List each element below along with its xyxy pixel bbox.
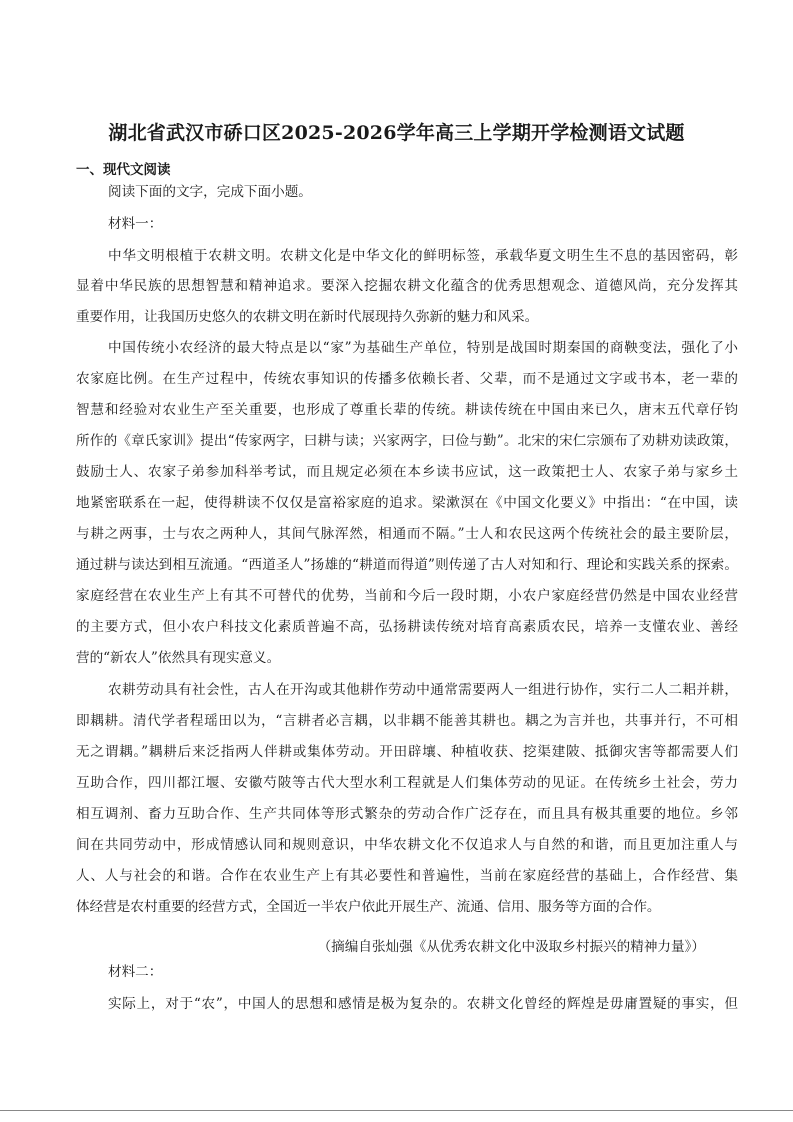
- text-line: 农耕劳动具有社会性，古人在开沟或其他耕作劳动中通常需要两人一组进行协作，实行二人二耜并耕，: [108, 682, 738, 698]
- text-line: 鼓励士人、农家子弟参加科举考试，而且规定必须在本乡读书应试，这一政策把士人、农家子弟与家乡土: [76, 464, 738, 480]
- instruction-text: 阅读下面的文字，完成下面小题。: [108, 184, 312, 200]
- text-line: 地紧密联系在一起，使得耕读不仅仅是富裕家庭的追求。梁漱溟在《中国文化要义》中指出：“在中国，读: [76, 495, 738, 511]
- text-line: 所作的《章氏家训》提出“传家两字，曰耕与读；兴家两字，曰俭与勤”。北宋的宋仁宗颁布了劝耕劝读政策，: [76, 433, 738, 449]
- text-line: 营的“新农人”依然具有现实意义。: [76, 650, 281, 666]
- text-line: 体经营是农村重要的经营方式，全国近一半农户依此开展生产、流通、信用、服务等方面的合作。: [76, 899, 661, 915]
- text-line: 互助合作，四川都江堰、安徽芍陂等古代大型水利工程就是人们集体劳动的见证。在传统乡土社会，劳力: [76, 775, 738, 791]
- text-line: 重要作用，让我国历史悠久的农耕文明在新时代展现持久弥新的魅力和风采。: [76, 309, 539, 325]
- text-line: 无之谓耦。”耦耕后来泛指两人伴耕或集体劳动。开田辟壤、种植收获、挖渠建陂、抵御灾害等都需要人们: [76, 744, 738, 760]
- text-line: 通过耕与读达到相互流通。“西道圣人”扬雄的“耕道而得道”则传递了古人对知和行、理论和实践关系的探索。: [76, 557, 738, 573]
- text-line: 农家庭比例。在生产过程中，传统农事知识的传播多依赖长者、父辈，而不是通过文字或书本，老一辈的: [76, 371, 738, 387]
- text-line: 中国传统小农经济的最大特点是以“家”为基础生产单位，特别是战国时期秦国的商鞅变法，强化了小: [108, 340, 738, 356]
- text-line: 显着中华民族的思想智慧和精神追求。要深入挖掘农耕文化蕴含的优秀思想观念、道德风尚，充分发挥其: [76, 278, 738, 294]
- text-line: 与耕之两事，士与农之两种人，其间气脉浑然，相通而不隔。”士人和农民这两个传统社会的最主要阶层，: [76, 526, 738, 542]
- source-citation: （摘编自张灿强《从优秀农耕文化中汲取乡村振兴的精神力量》）: [317, 939, 705, 955]
- material-two-label: 材料二：: [108, 964, 163, 980]
- section-heading: 一、现代文阅读: [76, 162, 171, 178]
- text-line: 实际上，对于“农”，中国人的思想和感情是极为复杂的。农耕文化曾经的辉煌是毋庸置疑的事实，但: [108, 996, 738, 1012]
- text-line: 家庭经营在农业生产上有其不可替代的优势，当前和今后一段时期，小农户家庭经营仍然是中国农业经营: [76, 588, 738, 604]
- text-line: 相互调剂、畜力互助合作、生产共同体等形式繁杂的劳动合作广泛存在，而且具有极其重要的地位。乡邻: [76, 806, 738, 822]
- material-one-label: 材料一：: [108, 216, 163, 232]
- document-title: 湖北省武汉市硚口区2025-2026学年高三上学期开学检测语文试题: [108, 122, 685, 144]
- text-line: 中华文明根植于农耕文明。农耕文化是中华文化的鲜明标签，承载华夏文明生生不息的基因密码，彰: [108, 248, 738, 264]
- text-line: 的主要方式，但小农户科技文化素质普遍不高，弘扬耕读传统对培育高素质农民，培养一支懂农业、善经: [76, 619, 738, 635]
- page-bottom-rule: [0, 1110, 793, 1111]
- text-line: 间在共同劳动中，形成情感认同和规则意识，中华农耕文化不仅追求人与自然的和谐，而且更加注重人与: [76, 837, 738, 853]
- text-line: 人、人与社会的和谐。合作在农业生产上有其必要性和普遍性，当前在家庭经营的基础上，合作经营、集: [76, 868, 738, 884]
- text-line: 即耦耕。清代学者程瑶田以为，“言耕者必言耦，以非耦不能善其耕也。耦之为言并也，共事并行，不可相: [76, 713, 738, 729]
- text-line: 智慧和经验对农业生产至关重要，也形成了尊重长辈的传统。耕读传统在中国由来已久，唐末五代章仔钧: [76, 402, 738, 418]
